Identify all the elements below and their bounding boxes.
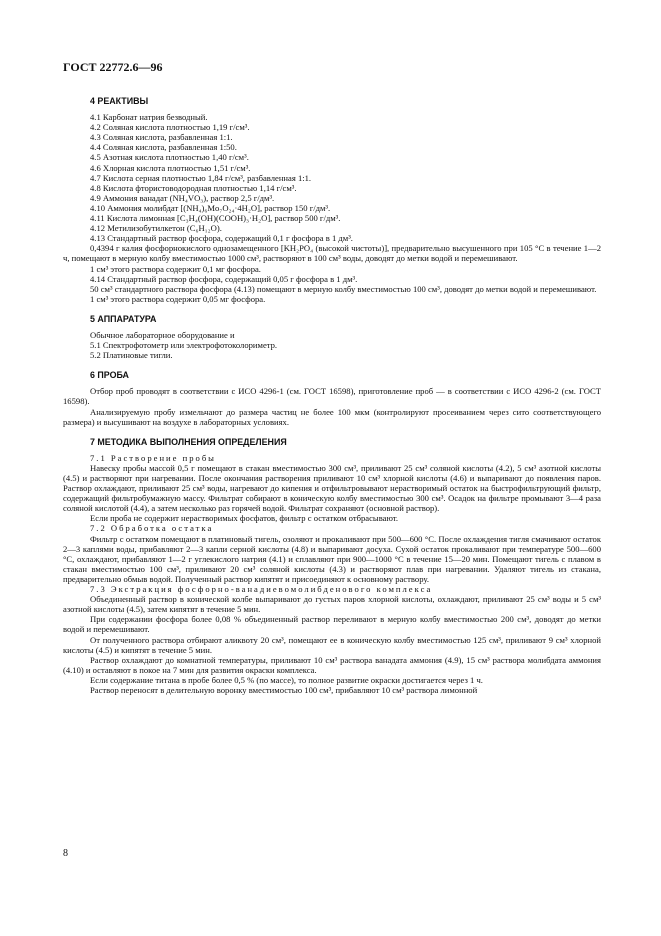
reagent-4-6: 4.6 Хлорная кислота плотностью 1,51 г/см³. [90,162,251,173]
reagent-4-9: 4.9 Аммония ванадат (NH₄VO₃), раствор 2,5 г/дм³. [90,192,275,203]
method-paragraph-8: Если содержание титана в пробе более 0,5 % (по массе), то полное развитие окраски достигается через 1 ч. [90,674,483,685]
apparatus-5-1: 5.1 Спектрофотометр или электрофотоколориметр. [90,340,278,351]
page-number: 8 [63,848,68,859]
subsection-7-3-title: 7.3 Экстракция фосфорно-ванадиевомолибденового комплекса [90,584,433,595]
reagent-4-14-prep: 50 см³ стандартного раствора фосфора (4.13) помещают в мерную колбу вместимостью 100 см³, доводят до метки водой и перемешивают. [90,283,597,294]
method-paragraph-2: Если проба не содержит нерастворимых фосфатов, фильтр с остатком отбрасывают. [90,513,399,524]
reagent-4-14-note: 1 см³ этого раствора содержит 0,05 мг фосфора. [90,293,266,304]
reagent-4-13-prep: 0,4394 г калия фосфорнокислого однозамещенного [KH₂PO₄ (высокой чистоты)], предварительно высушенного при 105 °С в течение 1—2 ч, помещают в мерную колбу вместимостью 1000 см³, растворяют в 100 см³ воды, доводят до метки водой и перемешивают. [63,243,601,264]
reagent-4-10: 4.10 Аммония молибдат [(NH₄)₆Mo₇O₂₄·4H₂O], раствор 150 г/дм³. [90,202,331,213]
method-paragraph-9: Раствор переносят в делительную воронку вместимостью 100 см³, прибавляют 10 см³ раствора лимонной [90,684,478,695]
section-5-title: 5 АППАРАТУРА [90,313,157,324]
subsection-7-1-title: 7.1 Растворение пробы [90,452,216,463]
document-header: ГОСТ 22772.6—96 [63,60,163,74]
section-7-title: 7 МЕТОДИКА ВЫПОЛНЕНИЯ ОПРЕДЕЛЕНИЯ [90,436,287,447]
section-6-title: 6 ПРОБА [90,370,129,381]
reagent-4-4: 4.4 Соляная кислота, разбавленная 1:50. [90,142,237,153]
reagent-4-12: 4.12 Метилизобутилкетон (C₆H₁₂O). [90,223,222,234]
method-paragraph-1: Навеску пробы массой 0,5 г помещают в стакан вместимостью 300 см³, приливают 25 см³ соляной кислоты (4.2), 5 см³ азотной кислоты (4.5) и растворяют при нагревании. После окончания растворения приливают 10 см³ хлорной кислоты (4.6) и выпаривают до появления паров. Раствор охлаждают, приливают 25 см³ воды, нагревают до кипения и отфильтровывают нерастворимый остаток на быстрофильтрующий фильтр, содержащий фильтробумажную массу. Фильтрат собирают в коническую колбу вместимостью 300 см³. Осадок на фильтре промывают 3—4 раза соляной кислотой (4.4), а затем несколько раз горячей водой. Фильтрат сохраняют (основной раствор). [63,462,601,514]
reagent-4-3: 4.3 Соляная кислота, разбавленная 1:1. [90,132,233,143]
reagent-4-13: 4.13 Стандартный раствор фосфора, содержащий 0,1 г фосфора в 1 дм³. [90,233,353,244]
reagent-4-2: 4.2 Соляная кислота плотностью 1,19 г/см³. [90,122,250,133]
sample-paragraph-1: Отбор проб проводят в соответствии с ИСО 4296-1 (см. ГОСТ 16598), приготовление проб — в соответствии с ИСО 4296-2 (см. ГОСТ 16598). [63,386,601,407]
apparatus-intro: Обычное лабораторное оборудование и [90,329,235,340]
document-body [63,96,601,695]
reagent-4-8: 4.8 Кислота фтористоводородная плотностью 1,14 г/см³. [90,182,297,193]
reagent-4-13-note: 1 см³ этого раствора содержит 0,1 мг фосфора. [90,263,261,274]
reagent-4-7: 4.7 Кислота серная плотностью 1,84 г/см³, разбавленная 1:1. [90,172,312,183]
reagent-4-11: 4.11 Кислота лимонная [C₃H₄(OH)(COOH)₃·H₂O], раствор 500 г/дм³. [90,213,341,224]
apparatus-5-2: 5.2 Платиновые тигли. [90,350,173,361]
method-paragraph-3: Фильтр с остатком помещают в платиновый тигель, озоляют и прокаливают при 500—600 °С. После охлаждения тигля смачивают остаток 2—3 каплями воды, прибавляют 2—3 капли серной кислоты (4.8) и выпаривают досуха. Сухой остаток прокаливают при температуре 500—600 °С, охлаждают, прибавляют 1—2 г углекислого натрия (4.1) и сплавляют при 900—1000 °С в течение 15—20 мин. Помещают тигель с плавом в стакан вместимостью 100 см³, приливают 20 см³ соляной кислоты (4.3) и растворяют плав при нагревании. Удаляют тигель из стакана, предварительно обмыв водой. Полученный раствор кипятят и присоединяют к основному раствору. [63,533,601,584]
method-paragraph-4: Объединенный раствор в конической колбе выпаривают до густых паров хлорной кислоты, охлаждают, приливают 25 см³ воды и 5 см³ азотной кислоты (4.5), затем кипятят в течение 5 мин. [63,594,601,615]
reagent-4-14: 4.14 Стандартный раствор фосфора, содержащий 0,05 г фосфора в 1 дм³. [90,273,358,284]
section-4-title: 4 РЕАКТИВЫ [90,96,149,106]
method-paragraph-6: От полученного раствора отбирают аликвоту 20 см³, помещают ее в коническую колбу вместимостью 125 см³, приливают 9 см³ хлорной кислоты (4.5) и кипятят в течение 5 мин. [63,634,601,655]
subsection-7-2-title: 7.2 Обработка остатка [90,523,214,534]
sample-paragraph-2: Анализируемую пробу измельчают до размера частиц не более 100 мкм (контролируют просеиванием через сито соответствующего размера) и высушивают на воздухе в лабораторных условиях. [63,406,601,427]
reagent-4-5: 4.5 Азотная кислота плотностью 1,40 г/см³. [90,152,249,163]
method-paragraph-5: При содержании фосфора более 0,08 % объединенный раствор переливают в мерную колбу вместимостью 200 см³, доводят до метки водой и перемешивают. [63,614,601,635]
reagent-4-1: 4.1 Карбонат натрия безводный. [90,112,208,123]
method-paragraph-7: Раствор охлаждают до комнатной температуры, приливают 10 см³ раствора ванадата аммония (4.9), 15 см³ раствора молибдата аммония (4.10) и оставляют в покое на 7 мин для развития окраски комплекса. [63,654,601,675]
